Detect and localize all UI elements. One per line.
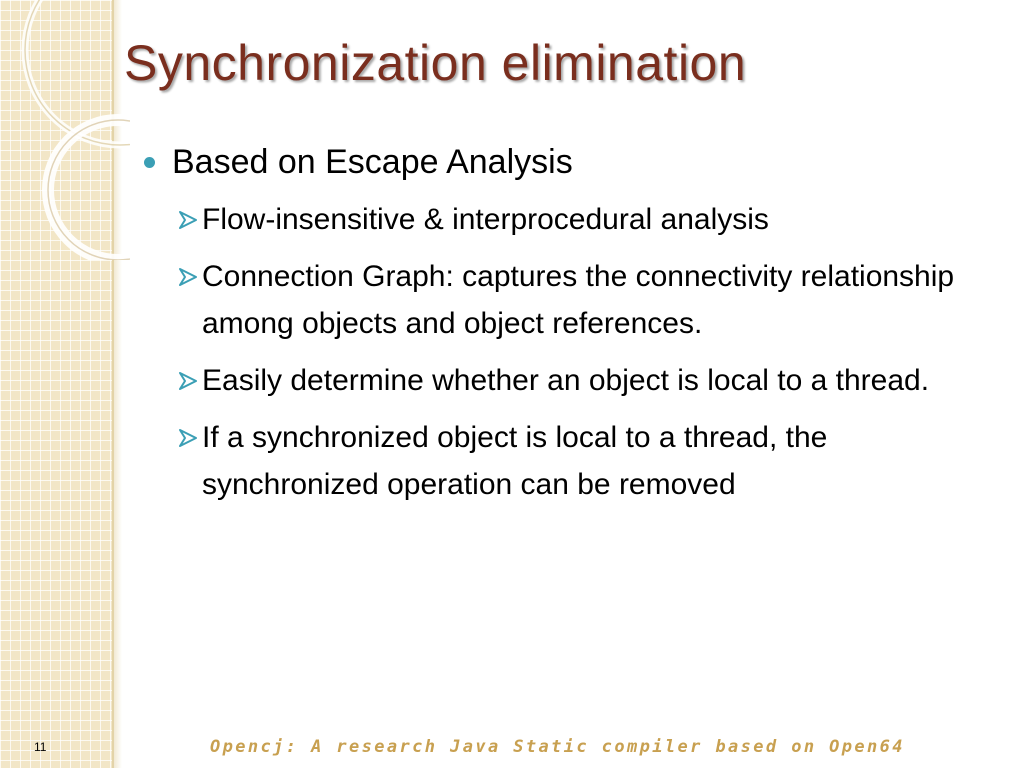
sub-bullet-text: Connection Graph: captures the connectivity relationship among objects and object references. [202, 260, 955, 340]
decorative-rings-icon [0, 0, 130, 260]
sub-bullet-item [140, 196, 962, 243]
sub-bullet-text: If a synchronized object is local to a thread, the synchronized operation can be removed [202, 421, 828, 501]
arrowhead-bullet-icon [178, 267, 198, 287]
page-number: 11 [34, 740, 47, 754]
bullet-item [140, 140, 960, 184]
slide-title: Synchronization elimination [124, 35, 747, 91]
arrowhead-bullet-icon [178, 371, 198, 391]
sub-bullet-text: Easily determine whether an object is local to a thread. [202, 364, 930, 397]
circle-bullet-icon [144, 157, 155, 168]
slide-content [140, 140, 960, 518]
bullet-text: Based on Escape Analysis [172, 143, 573, 181]
arrowhead-bullet-icon [178, 428, 198, 448]
sub-bullet-item [140, 414, 962, 508]
arrowhead-bullet-icon [178, 210, 198, 230]
sub-bullet-item [140, 357, 962, 404]
footer-text: Opencj: A research Java Static compiler based on Open64 [210, 737, 905, 757]
sub-bullet-item [140, 253, 962, 347]
sub-bullet-text: Flow-insensitive & interprocedural analysis [202, 203, 769, 236]
